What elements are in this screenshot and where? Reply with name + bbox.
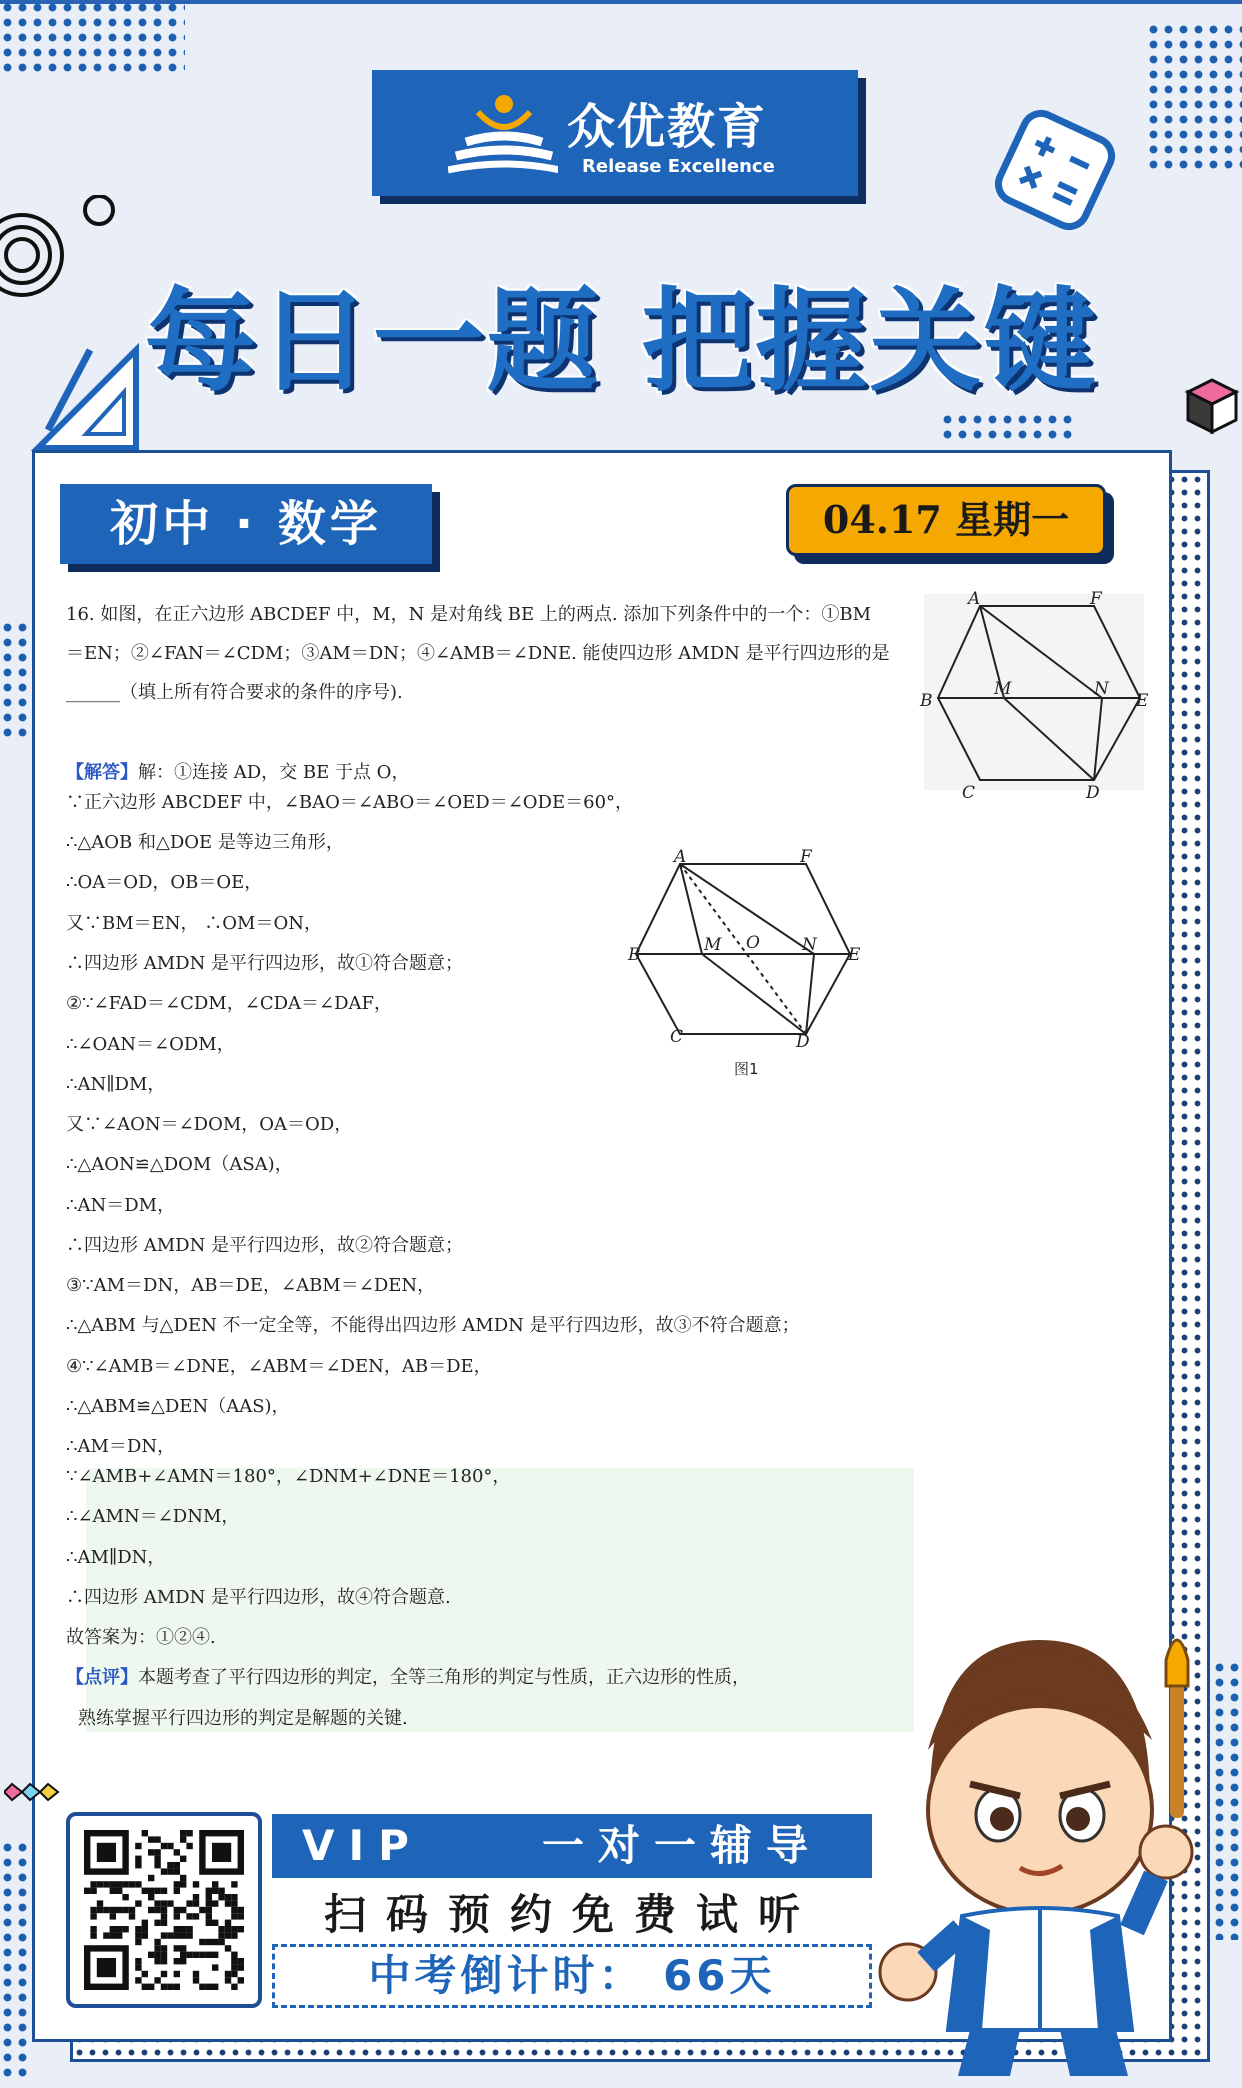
solution-line: 又∵∠AON＝∠DOM，OA＝OD，	[66, 1114, 353, 1135]
vertex-label-n: N	[802, 935, 817, 955]
solution-line: ∴∠AMN＝∠DNM，	[66, 1506, 240, 1527]
vertex-label-d: D	[1086, 783, 1100, 802]
vertex-label-a: A	[674, 847, 687, 867]
top-border	[0, 0, 1242, 4]
solution-line: ∵∠AMB+∠AMN＝180°，∠DNM+∠DNE＝180°，	[66, 1466, 511, 1487]
qr-code[interactable]	[66, 1812, 262, 2008]
vertex-label-d: D	[796, 1032, 810, 1052]
dot-pattern-right-mid	[940, 412, 1076, 440]
solution-line: ∴△ABM≌△DEN（AAS)，	[66, 1396, 290, 1417]
gem-decoration-icon	[4, 1780, 60, 1804]
dot-pattern-top-left	[0, 0, 185, 72]
comment-first-line	[66, 1663, 750, 1689]
mascot-boy-illustration	[870, 1600, 1210, 2088]
solution-first-line	[66, 758, 409, 784]
solution-line: 又∵BM＝EN， ∴OM＝ON，	[66, 913, 322, 934]
brand-slogan: Release Excellence	[582, 156, 775, 177]
solution-line: ∵正六边形 ABCDEF 中，∠BAO＝∠ABO＝∠OED＝∠ODE＝60°，	[66, 792, 634, 813]
solution-line: ∴四边形 AMDN 是平行四边形，故①符合题意；	[66, 953, 464, 974]
vertex-label-c: C	[670, 1027, 684, 1047]
solution-line: ∴AM＝DN，	[66, 1436, 176, 1457]
headline: 每日一题 把握关键	[144, 277, 1098, 407]
vertex-label-e: E	[848, 945, 861, 965]
tutoring-label: 一对一辅导	[542, 1821, 823, 1870]
vertex-label-n: N	[1094, 679, 1109, 699]
calculator-icon	[990, 105, 1120, 235]
vertex-label-b: B	[920, 691, 933, 711]
dot-pattern-bottom-left	[0, 1840, 30, 2080]
subject-label: 初中 · 数学	[60, 484, 432, 564]
problem-line: ＝EN；②∠FAN＝∠CDM；③AM＝DN；④∠AMB＝∠DNE. 能使四边形 AMDN 是平行四边形的是	[66, 643, 890, 664]
solution-line: 故答案为：①②④.	[66, 1627, 216, 1648]
vertex-label-o: O	[746, 933, 760, 953]
solution-line: ∴△ABM 与△DEN 不一定全等，不能得出四边形 AMDN 是平行四边形，故③不符合题意；	[66, 1315, 800, 1336]
problem-line: 16. 如图，在正六边形 ABCDEF 中，M，N 是对角线 BE 上的两点. 添加下列条件中的一个：①BM	[66, 604, 871, 625]
vertex-label-f: F	[1090, 589, 1102, 609]
vertex-label-b: B	[628, 945, 641, 965]
solution-line: ②∵∠FAD＝∠CDM，∠CDA＝∠DAF，	[66, 993, 393, 1014]
brand-emblem-icon	[448, 90, 558, 180]
figure-caption: 图1	[734, 1060, 759, 1078]
vertex-label-e: E	[1136, 691, 1149, 711]
scan-cta: 扫码预约免费试听	[323, 1890, 820, 1939]
dot-pattern-bottom-right	[1212, 1660, 1242, 1940]
solution-line: ∴AM∥DN，	[66, 1547, 166, 1568]
qr-code-pattern	[70, 1816, 258, 2004]
vip-label: VIP	[302, 1821, 423, 1870]
comment-text: 本题考查了平行四边形的判定，全等三角形的判定与性质，正六边形的性质，	[138, 1667, 750, 1688]
exam-countdown: 中考倒计时： 66天	[272, 1944, 872, 2008]
vertex-label-c: C	[962, 783, 976, 802]
solution-line: ④∵∠AMB＝∠DNE，∠ABM＝∠DEN，AB＝DE，	[66, 1356, 492, 1377]
hexagon-figure-1	[624, 844, 874, 1084]
vertex-label-m: M	[704, 935, 722, 955]
solution-line: ∴AN＝DM，	[66, 1195, 176, 1216]
solution-line: ∴OA＝OD，OB＝OE，	[66, 872, 263, 893]
dot-pattern-left-mid	[0, 620, 30, 740]
solution-line: ③∵AM＝DN，AB＝DE，∠ABM＝∠DEN，	[66, 1275, 436, 1296]
solution-tag: 【解答】	[66, 762, 138, 783]
brand-name: 众优教育	[567, 99, 768, 155]
solution-line: ∴△AOB 和△DOE 是等边三角形，	[66, 832, 344, 853]
solution-line: ∴∠OAN＝∠ODM，	[66, 1034, 235, 1055]
hexagon-figure-problem	[914, 588, 1154, 802]
solution-intro: 解：①连接 AD，交 BE 于点 O，	[138, 762, 410, 783]
vertex-label-f: F	[800, 847, 812, 867]
solution-line: ∴AN∥DM，	[66, 1074, 166, 1095]
vertex-label-a: A	[968, 589, 981, 609]
vertex-label-m: M	[994, 679, 1012, 699]
problem-line: ______（填上所有符合要求的条件的序号).	[66, 682, 403, 703]
dot-pattern-top-right	[1146, 22, 1242, 172]
comment-line: 熟练掌握平行四边形的判定是解题的关键.	[78, 1708, 408, 1729]
date-badge: 04.17 星期一	[786, 484, 1106, 556]
solution-line: ∴四边形 AMDN 是平行四边形，故②符合题意；	[66, 1235, 464, 1256]
solution-line: ∴△AON≌△DOM（ASA)，	[66, 1154, 293, 1175]
comment-tag: 【点评】	[66, 1667, 138, 1688]
brand-logo	[372, 70, 858, 196]
solution-line: ∴四边形 AMDN 是平行四边形，故④符合题意.	[66, 1587, 451, 1608]
vip-banner	[272, 1814, 872, 1878]
